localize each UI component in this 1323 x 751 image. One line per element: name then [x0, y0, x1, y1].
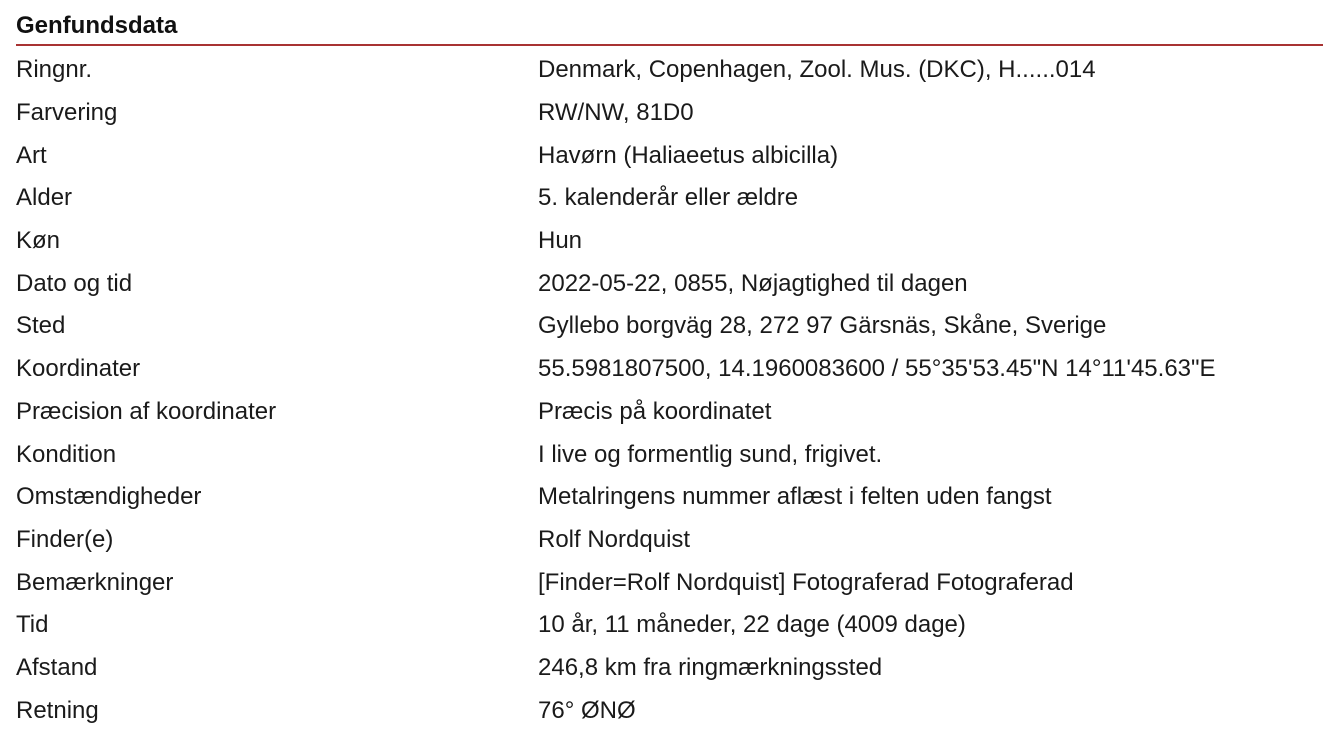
row-value: Hun	[538, 227, 583, 255]
row-elapsed-time	[16, 604, 1323, 647]
row-distance	[16, 647, 1323, 690]
row-label: Præcision af koordinater	[16, 397, 277, 425]
row-circumstances	[16, 476, 1323, 519]
row-value: Gyllebo borgväg 28, 272 97 Gärsnäs, Skåne, Sverige	[538, 312, 1107, 340]
row-value: 10 år, 11 måneder, 22 dage (4009 dage)	[538, 611, 966, 639]
row-label: Sted	[16, 312, 66, 340]
row-coordinate-precision	[16, 391, 1323, 434]
row-value: 76° ØNØ	[538, 696, 636, 724]
row-species	[16, 134, 1323, 177]
row-label: Finder(e)	[16, 525, 114, 553]
row-value: 2022-05-22, 0855, Nøjagtighed til dagen	[538, 269, 968, 297]
row-value: 5. kalenderår eller ældre	[538, 184, 799, 212]
row-label: Afstand	[16, 653, 98, 681]
row-label: Køn	[16, 227, 61, 255]
row-remarks	[16, 561, 1323, 604]
row-value: 246,8 km fra ringmærkningssted	[538, 653, 883, 681]
row-label: Art	[16, 141, 47, 169]
row-direction	[16, 689, 1323, 732]
row-label: Kondition	[16, 440, 117, 468]
row-age	[16, 177, 1323, 220]
row-date-time	[16, 262, 1323, 305]
row-ring-number	[16, 49, 1323, 92]
row-label: Tid	[16, 611, 49, 639]
row-value: Denmark, Copenhagen, Zool. Mus. (DKC), H......014	[538, 56, 1096, 84]
row-color-ring	[16, 92, 1323, 135]
row-value: I live og formentlig sund, frigivet.	[538, 440, 883, 468]
row-value: Havørn (Haliaeetus albicilla)	[538, 141, 839, 169]
row-value: Rolf Nordquist	[538, 525, 691, 553]
row-label: Alder	[16, 184, 73, 212]
row-label: Bemærkninger	[16, 568, 174, 596]
row-sex	[16, 220, 1323, 263]
row-value: Metalringens nummer aflæst i felten uden fangst	[538, 483, 1052, 511]
row-coordinates	[16, 348, 1323, 391]
row-label: Koordinater	[16, 355, 141, 383]
row-value: [Finder=Rolf Nordquist] Fotograferad Fotograferad	[538, 568, 1074, 596]
row-value: Præcis på koordinatet	[538, 397, 772, 425]
row-finder	[16, 519, 1323, 562]
section-title: Genfundsdata	[16, 0, 1323, 46]
row-label: Retning	[16, 696, 99, 724]
row-label: Dato og tid	[16, 269, 133, 297]
row-label: Omstændigheder	[16, 483, 202, 511]
row-value: 55.5981807500, 14.1960083600 / 55°35'53.45"N 14°11'45.63"E	[538, 355, 1216, 383]
row-label: Farvering	[16, 99, 118, 127]
row-label: Ringnr.	[16, 56, 93, 84]
recovery-data-table	[16, 49, 1323, 732]
row-location	[16, 305, 1323, 348]
row-value: RW/NW, 81D0	[538, 99, 694, 127]
row-condition	[16, 433, 1323, 476]
